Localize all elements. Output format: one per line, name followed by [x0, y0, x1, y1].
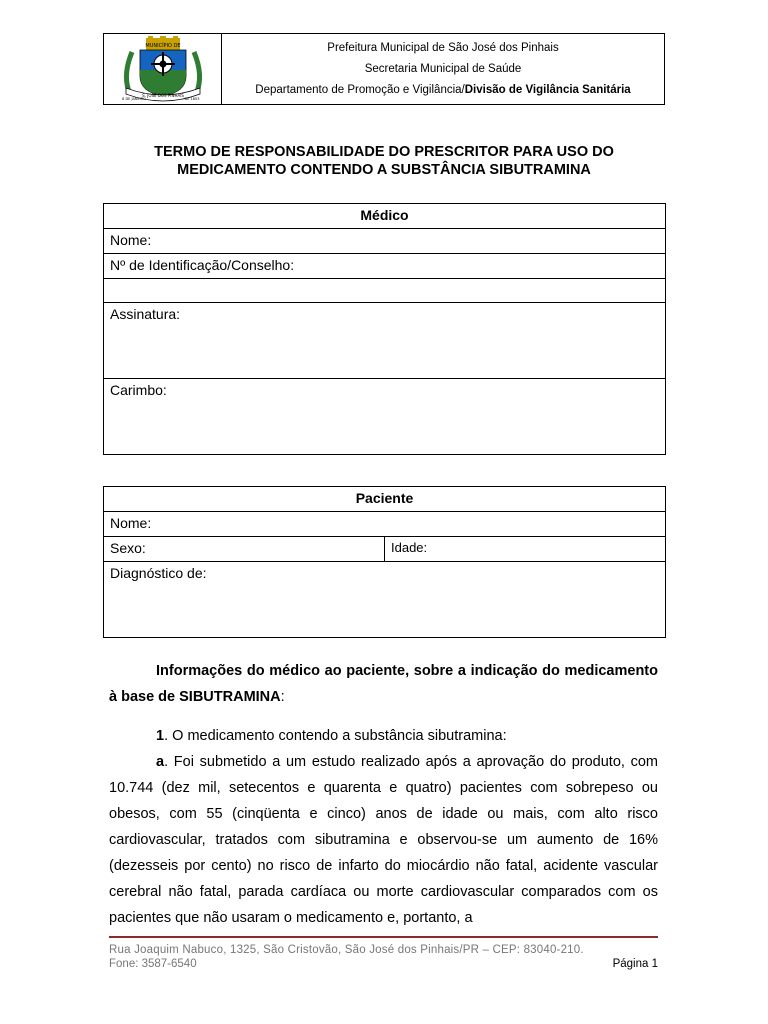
item-1-text: . O medicamento contendo a substância sibutramina: [164, 728, 507, 744]
page-footer [109, 936, 658, 971]
medico-blank-row[interactable] [104, 279, 666, 303]
svg-text:8 DE JANEIRO: 8 DE JANEIRO [121, 97, 146, 101]
paciente-nome-field[interactable]: Nome: [104, 512, 666, 537]
paciente-heading: Paciente [104, 487, 666, 512]
svg-text:DE 1853: DE 1853 [184, 97, 199, 101]
document-title [103, 143, 665, 179]
item-a-letter: a [156, 754, 165, 770]
header-secretaria: Secretaria Municipal de Saúde [364, 62, 522, 75]
paciente-table [103, 486, 666, 638]
municipal-seal-logo [118, 36, 208, 102]
item-1-number: 1 [156, 728, 165, 744]
footer-rule [109, 936, 658, 938]
page-number: Página 1 [612, 958, 658, 970]
item-a [109, 749, 658, 931]
medico-nome-field[interactable]: Nome: [104, 229, 666, 254]
letterhead [103, 33, 665, 105]
svg-text:S. JOSÉ DOS PINHAIS: S. JOSÉ DOS PINHAIS [141, 93, 184, 98]
body-items [109, 723, 658, 931]
svg-text:MUNICÍPIO DE: MUNICÍPIO DE [144, 43, 181, 49]
title-line-1: TERMO DE RESPONSABILIDADE DO PRESCRITOR PARA USO DO [154, 144, 614, 160]
header-departamento-text: Departamento de Promoção e Vigilância/ [255, 83, 465, 96]
medico-assinatura-field[interactable]: Assinatura: [104, 303, 666, 379]
medico-identificacao-field[interactable]: Nº de Identificação/Conselho: [104, 254, 666, 279]
title-line-2: MEDICAMENTO CONTENDO A SUBSTÂNCIA SIBUTRAMINA [177, 162, 591, 178]
paciente-idade-field[interactable]: Idade: [385, 537, 666, 562]
footer-second-row [109, 957, 658, 971]
medico-carimbo-field[interactable]: Carimbo: [104, 379, 666, 455]
intro-colon: : [280, 689, 285, 705]
footer-phone: Fone: 3587-6540 [109, 958, 197, 970]
logo-cell [104, 34, 222, 104]
medico-table [103, 203, 666, 455]
paciente-diagnostico-field[interactable]: Diagnóstico de: [104, 562, 666, 638]
header-departamento [255, 80, 630, 101]
letterhead-text [222, 34, 664, 104]
item-1 [109, 723, 658, 749]
header-divisao-text: Divisão de Vigilância Sanitária [464, 83, 631, 96]
medico-heading: Médico [104, 204, 666, 229]
paciente-sexo-field[interactable]: Sexo: [104, 537, 385, 562]
intro-bold: Informações do médico ao paciente, sobre a indicação do medicamento à base de SIBUTRAMINA [109, 663, 658, 705]
body-text [109, 658, 658, 710]
footer-address: Rua Joaquim Nabuco, 1325, São Cristovão, São José dos Pinhais/PR – CEP: 83040-210. [109, 944, 584, 956]
item-a-text: . Foi submetido a um estudo realizado após a aprovação do produto, com 10.744 (dez mil, setecentos e quarenta e quatro) pacientes com sobrepeso ou obesos, com 55 (cinqüenta e cinco) anos de idade ou mais, com alto risco cardiovascular, tratados com sibutramina e observou-se um aumento de 16% (dezesseis por cento) no risco de infarto do miocárdio não fatal, acidente vascular cerebral não fatal, parada cardíaca ou morte cardiovascular comparados com os pacientes que não usaram o medicamento e, portanto, a [109, 754, 658, 926]
intro-paragraph [109, 658, 658, 710]
header-prefeitura: Prefeitura Municipal de São José dos Pinhais [327, 41, 559, 54]
